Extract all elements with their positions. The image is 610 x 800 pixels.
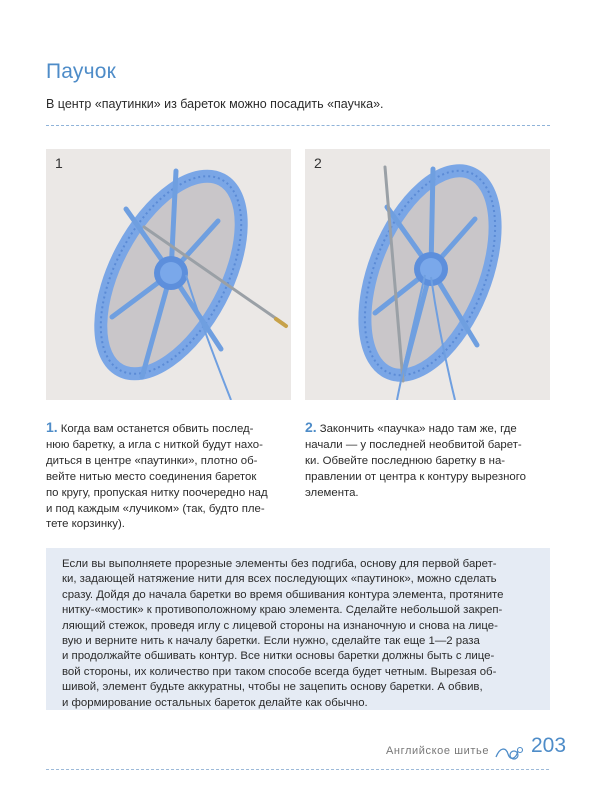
photo-number: 1 — [55, 155, 63, 171]
note-line: вую и верните нить к началу баретки. Если нужно, сделайте так еще 1—2 раза — [62, 635, 480, 648]
step-caption-1 — [46, 420, 284, 533]
caption-line: элемента. — [305, 486, 359, 499]
needle-thread-icon — [494, 741, 524, 765]
embroidery-illustration-2 — [305, 149, 550, 400]
caption-line: вейте нитью место соединения бареток — [46, 470, 257, 483]
note-line: и формирование остальных бареток делайте как обычно. — [62, 696, 368, 709]
step-number: 1. — [46, 419, 58, 435]
section-divider — [46, 125, 550, 126]
caption-line: нюю баретку, а игла с ниткой будут нахо- — [46, 438, 263, 451]
note-line: и продолжайте обшивать контур. Все нитки основы баретки должны быть с лице- — [62, 650, 495, 663]
intro-text: В центр «паутинки» из бареток можно посадить «паучка». — [46, 97, 384, 111]
caption-line: Закончить «паучка» надо там же, где — [319, 423, 517, 435]
caption-line: Когда вам останется обвить послед- — [60, 423, 254, 435]
embroidery-illustration-1 — [46, 149, 291, 400]
step-photo-1 — [46, 149, 291, 400]
caption-line: и под каждым «лучиком» (так, будто пле- — [46, 502, 265, 515]
page-number: 203 — [531, 734, 567, 757]
footer-divider — [46, 769, 549, 770]
note-text — [62, 557, 540, 711]
caption-line: по кругу, пропуская нитку поочередно над — [46, 486, 268, 499]
photo-number: 2 — [314, 155, 322, 171]
note-line: Если вы выполняете прорезные элементы без подгиба, основу для первой барет- — [62, 558, 497, 570]
caption-line: начали — у последней необвитой барет- — [305, 438, 522, 451]
step-caption-2 — [305, 420, 543, 502]
note-line: ляющий стежок, проведя иглу с лицевой стороны на изнаночную и снова на лице- — [62, 619, 498, 632]
step-number: 2. — [305, 419, 317, 435]
note-line: шивой, элемент будьте аккуратны, чтобы не зацепить основу баретки. А обвив, — [62, 681, 483, 694]
note-line: ки, задающей натяжение нити для всех последующих «паутинок», можно сделать — [62, 573, 497, 586]
caption-line: тете корзинку). — [46, 518, 125, 531]
caption-line: правлении от центра к контуру вырезного — [305, 470, 526, 483]
note-line: нитку-«мостик» к противоположному краю элемента. Сделайте небольшой закреп- — [62, 604, 503, 617]
note-line: вой стороны, их количество при таком способе всегда будет четным. Вырезая об- — [62, 665, 497, 678]
footer-section-title: Английское шитье — [386, 745, 490, 757]
note-line: сразу. Дойдя до начала баретки во время обшивания контура элемента, протяните — [62, 588, 504, 601]
caption-line: диться в центре «паутинки», плотно об- — [46, 454, 258, 467]
page-title: Паучок — [46, 60, 117, 83]
caption-line: ки. Обвейте последнюю баретку в на- — [305, 454, 506, 467]
step-photo-2 — [305, 149, 550, 400]
